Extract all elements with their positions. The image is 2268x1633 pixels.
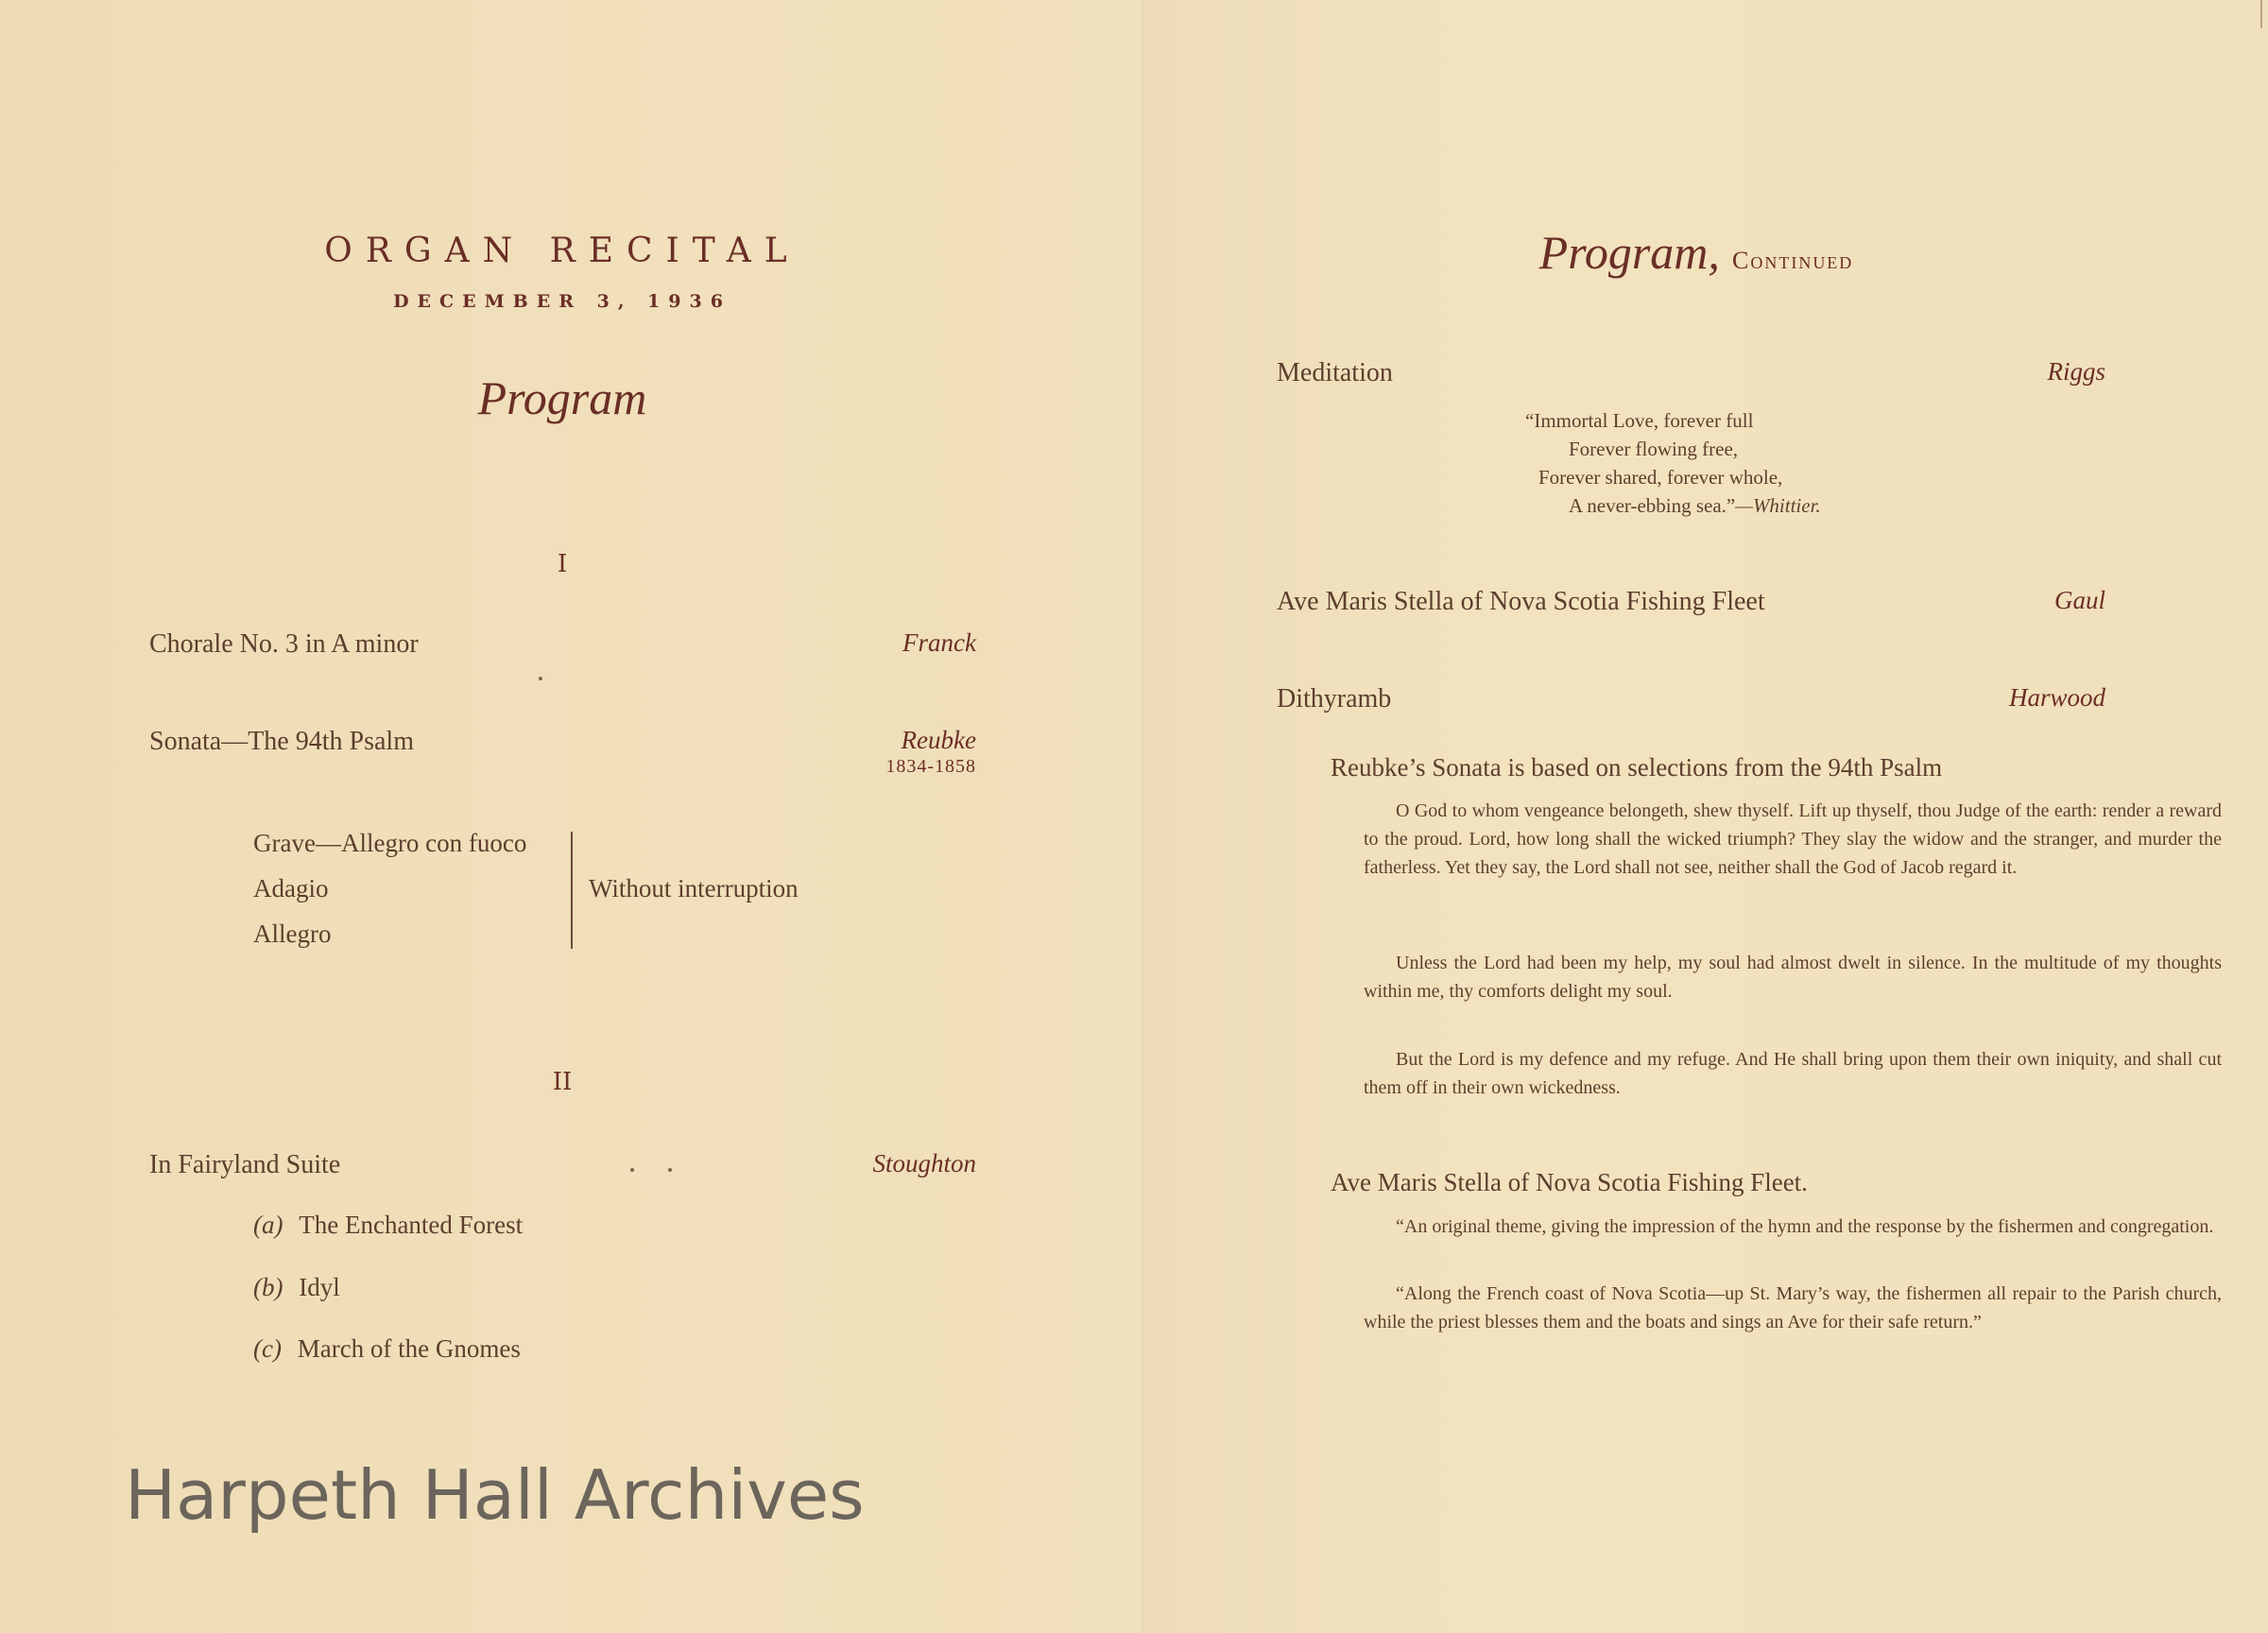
recital-title: ORGAN RECITAL [324, 232, 800, 270]
recital-date: DECEMBER 3, 1936 [393, 291, 731, 312]
piece-composer: Harwood [2008, 683, 2105, 712]
section-number-1: I [557, 550, 568, 578]
note-paragraph: O God to whom vengeance belongeth, shew thyself. Lift up thyself, thou Judge of the earth: render a reward to the proud. Lord, how long shall the wicked triumph? They slay the widow and the stranger, and murder the fatherless. Yet they say, the Lord shall not see, neither shall the God of Jacob regard it. [1364, 800, 2222, 878]
suite-part-title: The Enchanted Forest [299, 1211, 524, 1239]
continued-heading-caps: Continued [1731, 247, 1854, 274]
program-heading: Program [477, 371, 647, 424]
poem-line: “Immortal Love, forever full [1525, 409, 1754, 432]
suite-part-letter: (b) [253, 1273, 284, 1301]
continued-heading-script: Program, [1538, 226, 1720, 279]
poem-line: Forever flowing free, [1569, 438, 1739, 460]
piece-title: Sonata—The 94th Psalm [149, 727, 414, 756]
piece-title: Chorale No. 3 in A minor [149, 629, 419, 659]
poem-line: A never-ebbing sea.” [1569, 494, 1736, 517]
piece-title: Ave Maris Stella of Nova Scotia Fishing Fleet [1277, 587, 1765, 616]
poem-line-last [1525, 491, 2092, 520]
suite-part-letter: (a) [253, 1211, 284, 1239]
paper-speck [539, 677, 542, 680]
movement-item: Grave—Allegro con fuoco [253, 829, 527, 857]
piece-composer: Franck [902, 628, 976, 657]
movement-item: Adagio [253, 874, 329, 902]
note-paragraph: “Along the French coast of Nova Scotia—up St. Mary’s way, the fishermen all repair to the Parish church, while the priest blesses them and the boats and sings an Ave for their safe return.” [1364, 1283, 2222, 1332]
poem-attribution: —Whittier. [1735, 494, 1821, 517]
piece-composer: Riggs [2047, 357, 2105, 386]
movements-note: Without interruption [589, 874, 799, 902]
suite-part [253, 1211, 523, 1240]
suite-part [253, 1273, 340, 1302]
suite-part-letter: (c) [253, 1334, 282, 1363]
note-paragraph: But the Lord is my defence and my refuge. And He shall bring upon them their own iniquity, and shall cut them off in their own wickedness. [1364, 1049, 2222, 1098]
continued-heading [1143, 225, 2249, 280]
piece-composer: Gaul [2054, 586, 2105, 614]
piece-composer: Reubke [901, 726, 976, 754]
poem [1525, 406, 2092, 520]
movement-item: Allegro [253, 920, 332, 948]
note-heading: Reubke’s Sonata is based on selections from the 94th Psalm [1331, 753, 1943, 782]
piece-title: Dithyramb [1277, 684, 1392, 713]
note-paragraph: “An original theme, giving the impression of the hymn and the response by the fishermen and congregation. [1396, 1216, 2214, 1237]
page-edge-mark [2260, 0, 2262, 28]
suite-part [253, 1334, 521, 1364]
section-number-2: II [552, 1068, 573, 1096]
leader-dot [630, 1168, 634, 1172]
piece-composer: Stoughton [872, 1149, 976, 1177]
note-heading: Ave Maris Stella of Nova Scotia Fishing Fleet. [1331, 1168, 1808, 1196]
poem-line: Forever shared, forever whole, [1538, 466, 1783, 489]
suite-part-title: Idyl [299, 1273, 340, 1301]
piece-title: In Fairyland Suite [149, 1150, 341, 1179]
movement-bracket [565, 832, 573, 949]
archive-watermark: Harpeth Hall Archives [125, 1455, 865, 1535]
right-page [1143, 0, 2268, 1633]
composer-years: 1834-1858 [885, 756, 976, 777]
suite-part-title: March of the Gnomes [297, 1334, 521, 1363]
note-paragraph: Unless the Lord had been my help, my soul had almost dwelt in silence. In the multitude of my thoughts within me, thy comforts delight my soul. [1364, 953, 2222, 1002]
piece-title: Meditation [1277, 358, 1393, 387]
